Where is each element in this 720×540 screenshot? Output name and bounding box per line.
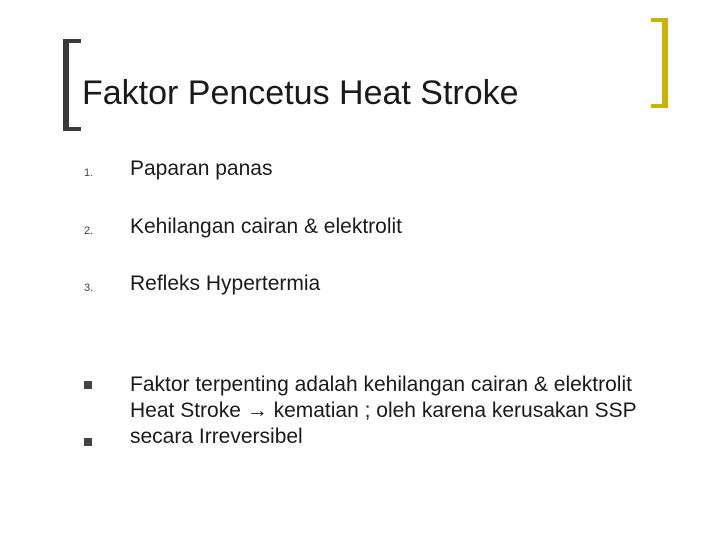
- list-item-text: Kehilangan cairan & elektrolit: [130, 215, 402, 238]
- right-arrow-icon: →: [246, 399, 268, 422]
- bullet-item-2: [130, 398, 690, 450]
- bullet-text-prefix: Heat Stroke: [130, 399, 247, 422]
- bullet-marker-1: [84, 381, 92, 389]
- left-bracket-decoration: [63, 39, 81, 131]
- right-bracket-decoration: [651, 18, 668, 108]
- list-item-text: Paparan panas: [130, 157, 273, 180]
- list-number: 1.: [84, 167, 94, 179]
- bullet-text-block: [130, 372, 690, 450]
- list-number: 3.: [84, 282, 94, 294]
- bullet-text-suffix: kematian ; oleh karena kerusakan SSP secara Irreversibel: [130, 399, 637, 448]
- bullet-marker-2: [84, 438, 92, 446]
- bullet-item-1: Faktor terpenting adalah kehilangan cairan & elektrolit: [130, 373, 632, 396]
- list-number: 2.: [84, 225, 94, 237]
- slide-title: Faktor Pencetus Heat Stroke: [82, 74, 519, 112]
- list-item-text: Refleks Hypertermia: [130, 272, 321, 295]
